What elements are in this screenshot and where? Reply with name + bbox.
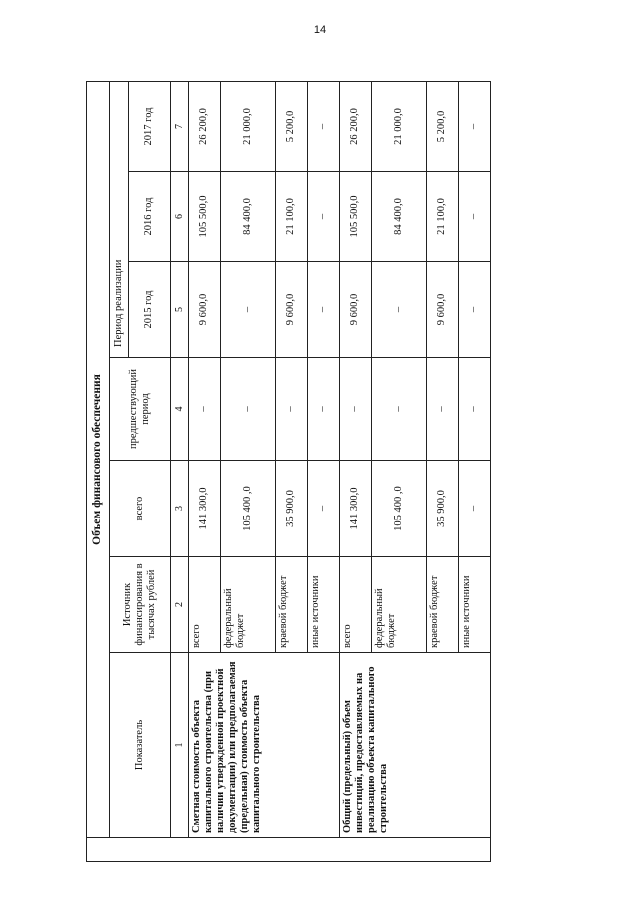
prior-period-header: предшествующий период (110, 358, 171, 461)
indicator-total-investment: Общий (предельный) объем инвестиций, предоставляемых на реализацию объекта капитального строительства (339, 653, 490, 838)
left-margin-column (87, 838, 491, 862)
value-cell: – (339, 358, 371, 461)
source-label: краевой бюджет (275, 557, 307, 653)
value-cell: – (188, 358, 220, 461)
value-cell: 5 200,0 (426, 81, 458, 171)
source-label: иные источники (458, 557, 490, 653)
value-cell: 21 000,0 (220, 81, 275, 171)
source-label: иные источники (307, 557, 339, 653)
year-2016-header: 2016 год (129, 172, 171, 262)
value-cell: – (371, 358, 426, 461)
col-number-4: 4 (170, 358, 188, 461)
source-label: краевой бюджет (426, 557, 458, 653)
page-number: 14 (313, 24, 327, 36)
value-cell: – (307, 461, 339, 557)
value-cell: – (220, 262, 275, 358)
value-cell: 26 200,0 (339, 81, 371, 171)
value-cell: 21 000,0 (371, 81, 426, 171)
rotated-table-container (86, 82, 491, 862)
table-row (339, 81, 371, 861)
value-cell: 26 200,0 (188, 81, 220, 171)
value-cell: 84 400,0 (220, 172, 275, 262)
value-cell: – (426, 358, 458, 461)
value-cell: 21 100,0 (275, 172, 307, 262)
column-number-row (170, 81, 188, 861)
value-cell: – (458, 262, 490, 358)
value-cell: 35 900,0 (275, 461, 307, 557)
value-cell: 105 500,0 (188, 172, 220, 262)
value-cell: 141 300,0 (188, 461, 220, 557)
col-number-7: 7 (170, 81, 188, 171)
value-cell: – (220, 358, 275, 461)
value-cell: – (307, 172, 339, 262)
value-cell: – (458, 461, 490, 557)
indicator-estimated-cost: Сметная стоимость объекта капитального строительства (при наличии утвержденной проектной документации) или предполагаемая (предельная) стоимость объекта капитального строительства (188, 653, 339, 838)
col-number-1: 1 (170, 653, 188, 838)
source-label: федеральный бюджет (220, 557, 275, 653)
value-cell: 84 400,0 (371, 172, 426, 262)
col-number-6: 6 (170, 172, 188, 262)
table-row (188, 81, 220, 861)
col-number-2: 2 (170, 557, 188, 653)
value-cell: – (307, 262, 339, 358)
year-2015-header: 2015 год (129, 262, 171, 358)
value-cell: – (458, 81, 490, 171)
value-cell: 9 600,0 (339, 262, 371, 358)
value-cell: – (371, 262, 426, 358)
value-cell: 141 300,0 (339, 461, 371, 557)
value-cell: – (275, 358, 307, 461)
value-cell: 105 400 ,0 (220, 461, 275, 557)
value-cell: 21 100,0 (426, 172, 458, 262)
col-number-5: 5 (170, 262, 188, 358)
value-cell: 9 600,0 (188, 262, 220, 358)
value-cell: – (307, 81, 339, 171)
source-header: Источник финансирования в тысячах рублей (110, 557, 171, 653)
col-number-3: 3 (170, 461, 188, 557)
year-2017-header: 2017 год (129, 81, 171, 171)
value-cell: 5 200,0 (275, 81, 307, 171)
indicator-header: Показатель (110, 653, 171, 838)
source-label: федеральный бюджет (371, 557, 426, 653)
table-title: Объем финансового обеспечения (87, 81, 110, 837)
total-header: всего (110, 461, 171, 557)
value-cell: 9 600,0 (275, 262, 307, 358)
implementation-period-header: Период реализации (110, 81, 129, 357)
value-cell: – (307, 358, 339, 461)
value-cell: 105 500,0 (339, 172, 371, 262)
value-cell: – (458, 172, 490, 262)
source-label: всего (188, 557, 220, 653)
value-cell: 35 900,0 (426, 461, 458, 557)
value-cell: 105 400 ,0 (371, 461, 426, 557)
value-cell: – (458, 358, 490, 461)
source-label: всего (339, 557, 371, 653)
financing-table (86, 81, 491, 862)
value-cell: 9 600,0 (426, 262, 458, 358)
